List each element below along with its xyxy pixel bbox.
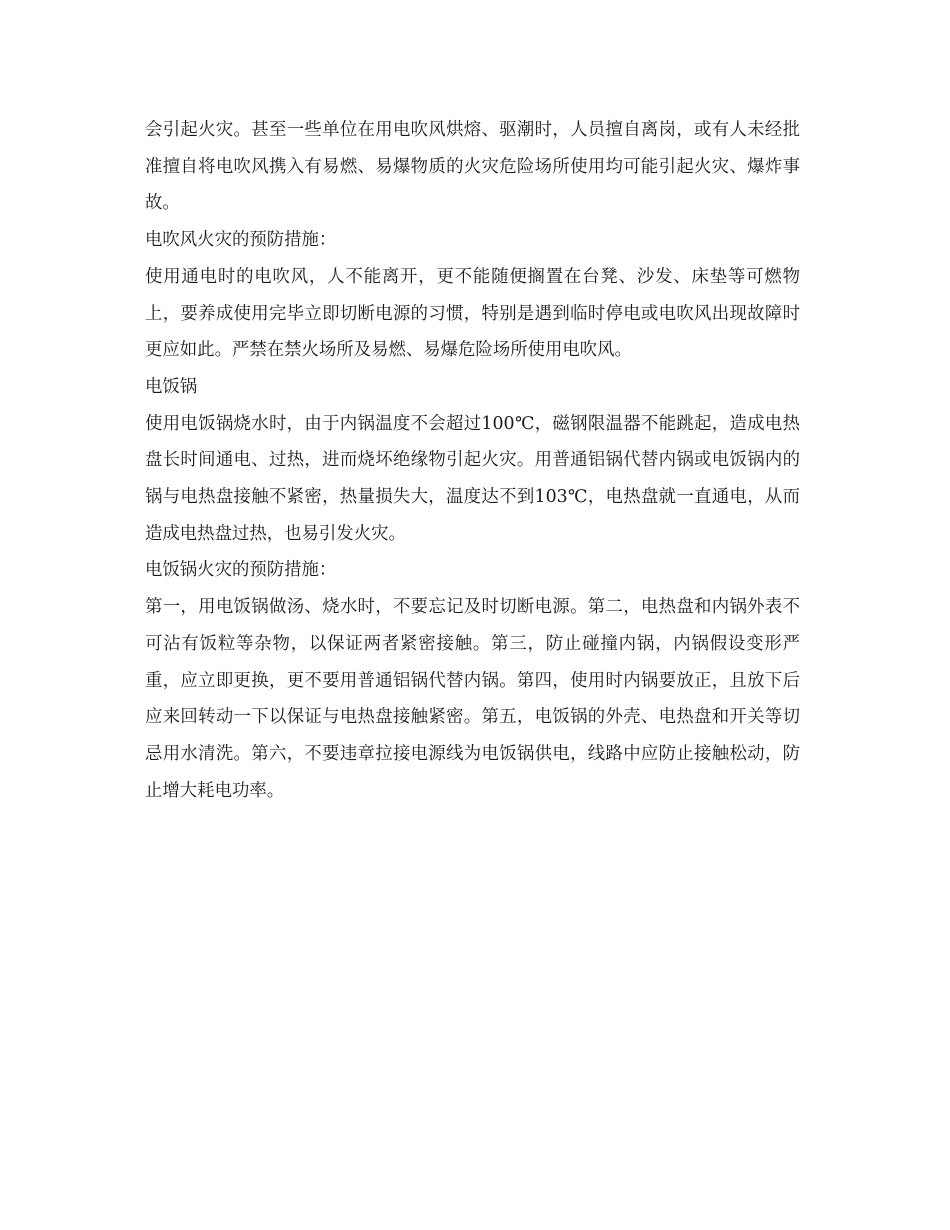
paragraph-rice-cooker-prevention: 第一，用电饭锅做汤、烧水时，不要忘记及时切断电源。第二，电热盘和内锅外表不可沾有饭粒等杂物，以保证两者紧密接触。第三，防止碰撞内锅，内锅假设变形严重，应立即更换，更不要用普通铝锅代替内锅。第四，使用时内锅要放正，且放下后应来回转动一下以保证与电热盘接触紧密。第五，电饭锅的外壳、电热盘和开关等切忌用水清洗。第六，不要违章拉接电源线为电饭锅供电，线路中应防止接触松动，防止增大耗电功率。	[145, 597, 800, 801]
heading-rice-cooker-prevention: 电饭锅火灾的预防措施：	[145, 560, 337, 581]
heading-hair-dryer-prevention: 电吹风火灾的预防措施：	[145, 230, 337, 251]
heading-rice-cooker: 电饭锅	[145, 376, 198, 397]
paragraph-rice-cooker-causes: 使用电饭锅烧水时，由于内锅温度不会超过100℃，磁钢限温器不能跳起，造成电热盘长时间通电、过热，进而烧坏绝缘物引起火灾。用普通铝锅代替内锅或电饭锅内的锅与电热盘接触不紧密，热量损失大，温度达不到103℃，电热盘就一直通电，从而造成电热盘过热，也易引发火灾。	[145, 413, 800, 544]
document-body	[145, 112, 800, 809]
paragraph-hair-dryer-prevention: 使用通电时的电吹风，人不能离开，更不能随便搁置在台凳、沙发、床垫等可燃物上，要养成使用完毕立即切断电源的习惯，特别是遇到临时停电或电吹风出现故障时更应如此。严禁在禁火场所及易燃、易爆危险场所使用电吹风。	[145, 266, 800, 361]
paragraph-fire-causes: 会引起火灾。甚至一些单位在用电吹风烘熔、驱潮时，人员擅自离岗，或有人未经批准擅自将电吹风携入有易燃、易爆物质的火灾危险场所使用均可能引起火灾、爆炸事故。	[145, 120, 800, 214]
